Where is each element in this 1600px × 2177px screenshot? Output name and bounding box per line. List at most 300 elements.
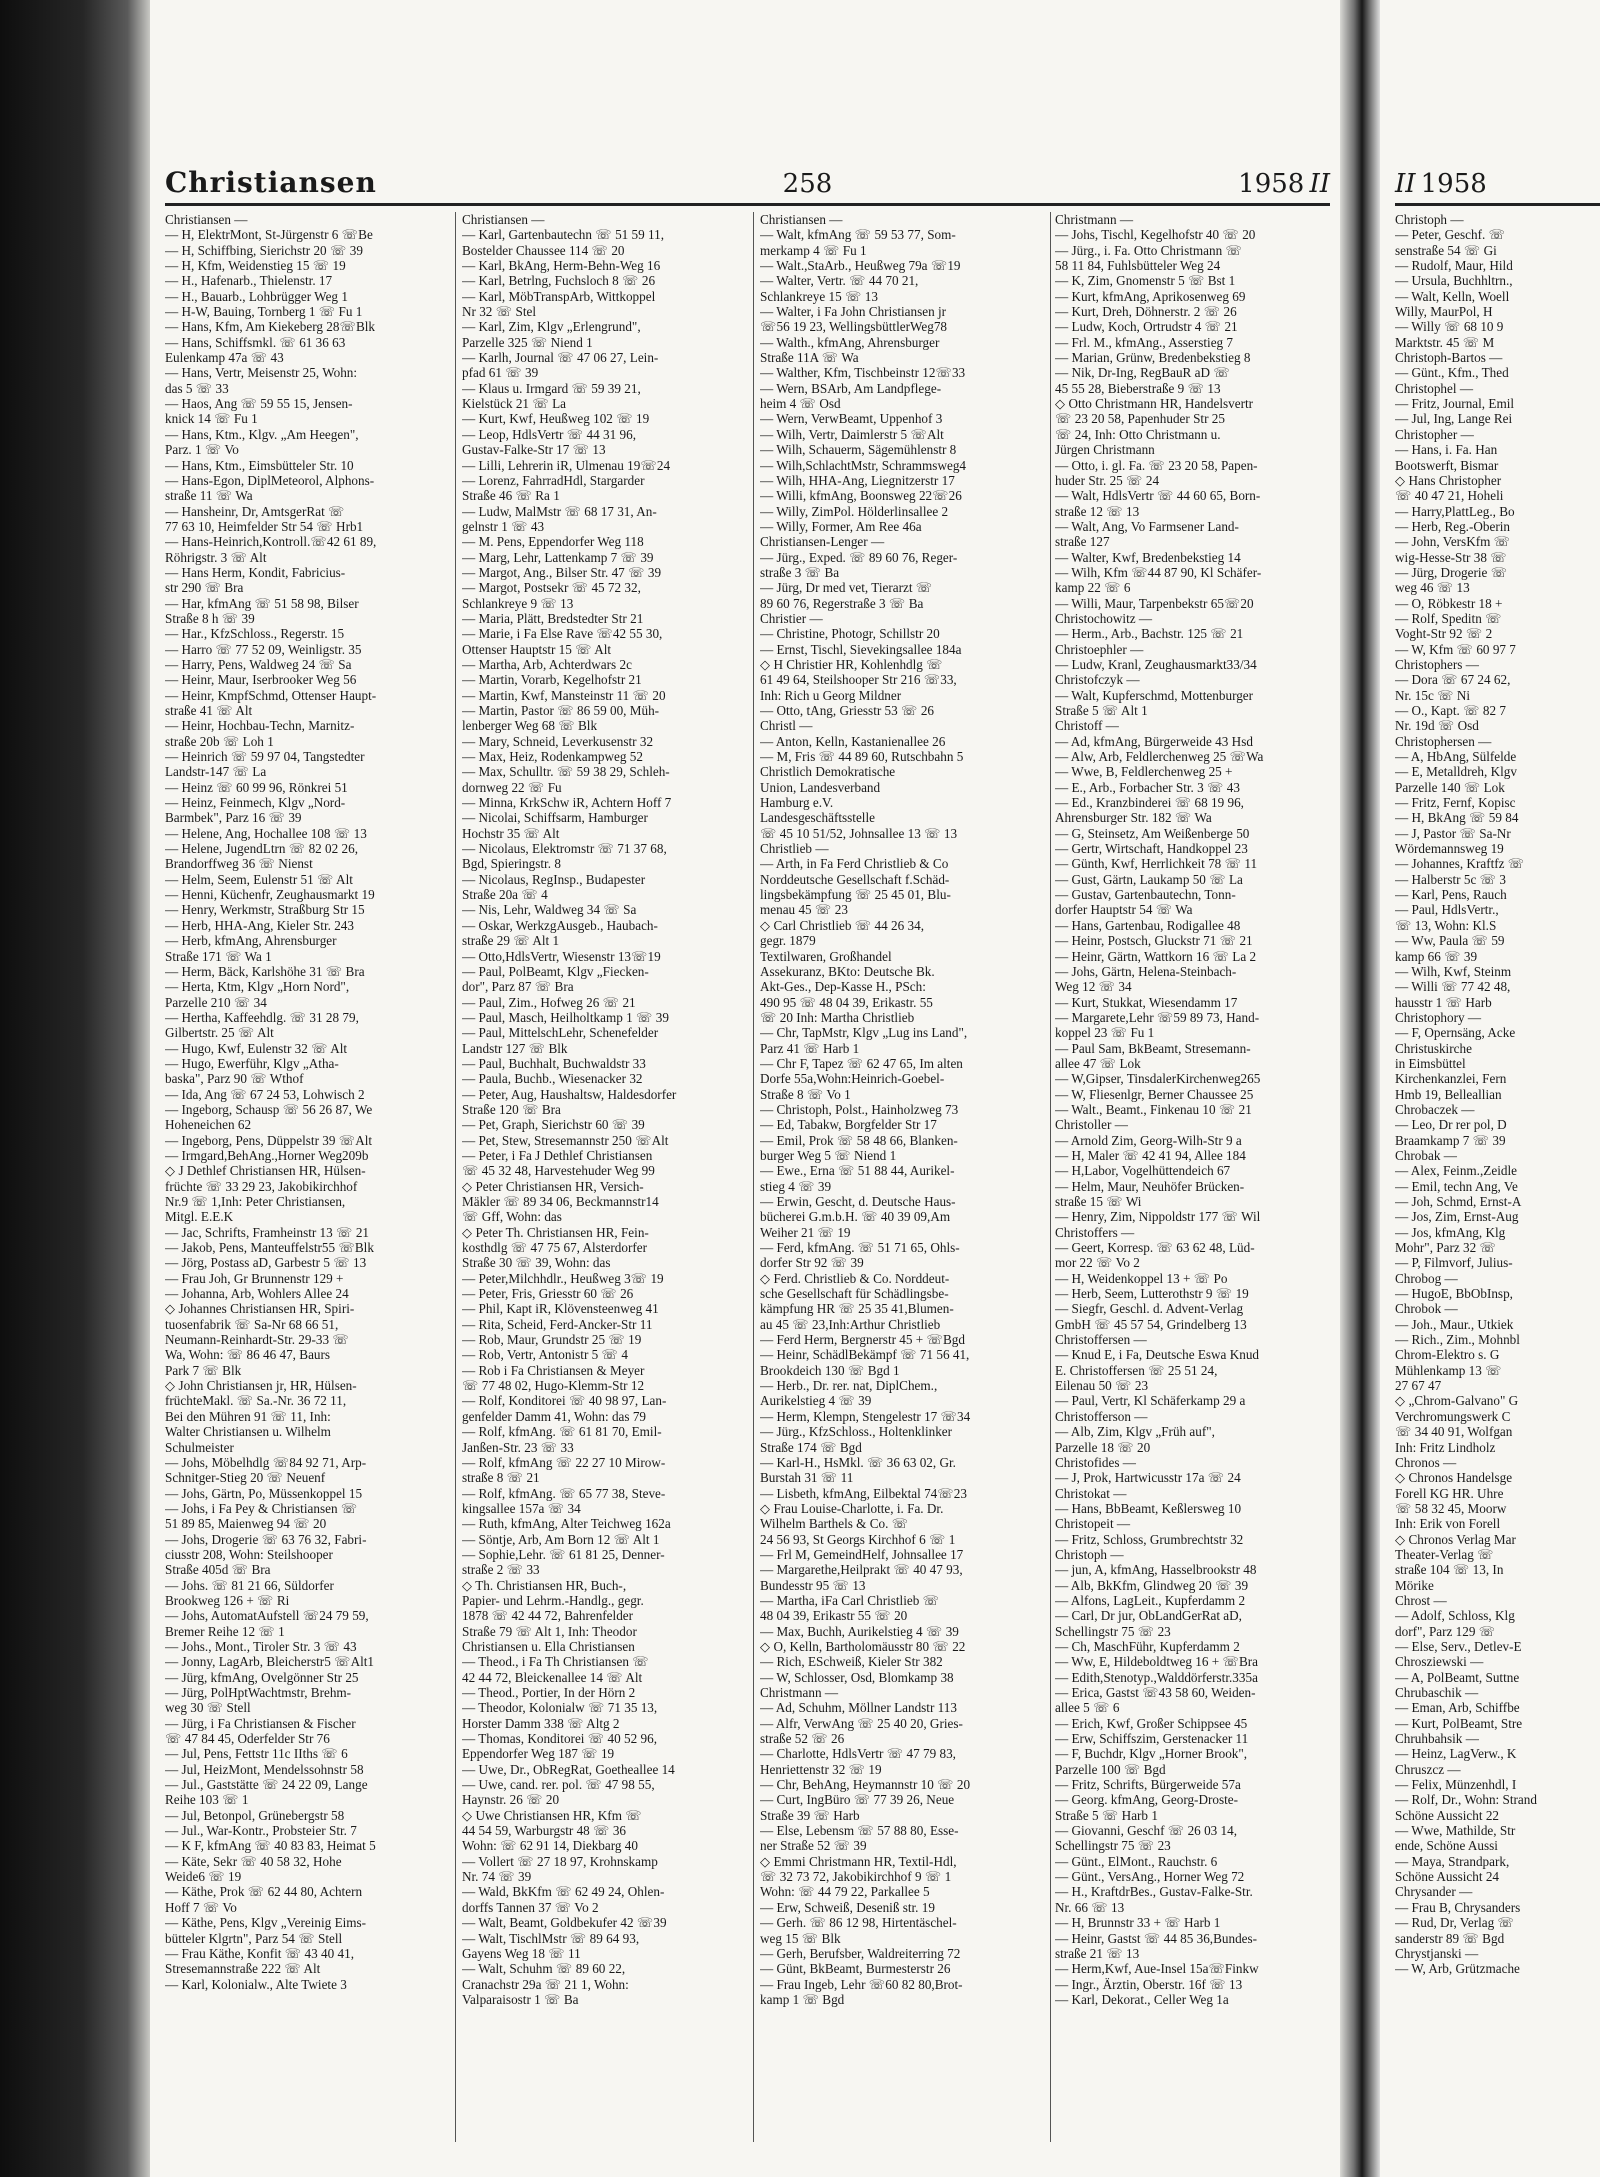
directory-line: — Rud, Dr, Verlag ☏ bbox=[1395, 1915, 1515, 1931]
book-binding-shadow bbox=[0, 0, 150, 2177]
edition-volume: II bbox=[1309, 169, 1330, 199]
directory-line: — Hans, Ktm., Eimsbütteler Str. 10 bbox=[165, 457, 354, 473]
directory-line: — Rob, Vertr, Antonistr 5 ☏ 4 bbox=[462, 1347, 628, 1363]
directory-line: Landstr-147 ☏ La bbox=[165, 764, 267, 780]
directory-line: ☏56 19 23, WellingsbüttlerWeg78 bbox=[760, 319, 948, 335]
directory-line: ☏ 32 73 72, Jakobikirchhof 9 ☏ 1 bbox=[760, 1869, 952, 1885]
directory-line: Nr. 15c ☏ Ni bbox=[1395, 687, 1471, 703]
directory-line: Christopeit — bbox=[1055, 1516, 1131, 1532]
directory-line: ◇ Chronos Verlag Mar bbox=[1395, 1531, 1516, 1547]
directory-line: — Herm, Klempn, Stengelestr 17 ☏34 bbox=[760, 1408, 971, 1424]
directory-line: — H, BkAng ☏ 59 84 bbox=[1395, 810, 1519, 826]
directory-line: — Johs. ☏ 81 21 66, Süldorfer bbox=[165, 1577, 334, 1593]
directory-line: — Giovanni, Geschf ☏ 26 03 14, bbox=[1055, 1823, 1238, 1839]
directory-line: — Johs., Mont., Tiroler Str. 3 ☏ 43 bbox=[165, 1638, 357, 1654]
directory-line: ☏ 23 20 58, Papenhuder Str 25 bbox=[1055, 411, 1225, 427]
directory-line: — Lilli, Lehrerin iR, Ulmenau 19☏24 bbox=[462, 457, 671, 473]
directory-line: ☏ 24, Inh: Otto Christmann u. bbox=[1055, 426, 1221, 442]
directory-line: Christofides — bbox=[1055, 1454, 1136, 1470]
directory-line: Dorfe 55a,Wohn:Heinrich-Goebel- bbox=[760, 1071, 945, 1087]
directory-line: — Martha, iFa Carl Christlieb ☏ bbox=[760, 1592, 940, 1608]
directory-line: — Ingeborg, Schausp ☏ 56 26 87, We bbox=[165, 1101, 373, 1117]
directory-line: — Walter, i Fa John Christiansen jr bbox=[760, 304, 947, 320]
directory-line: ◇ Johannes Christiansen HR, Spiri- bbox=[165, 1301, 355, 1317]
directory-line: Bostelder Chaussee 114 ☏ 20 bbox=[462, 242, 625, 258]
directory-line: — Gustav, Gartenbautechn, Tonn- bbox=[1055, 887, 1236, 903]
directory-line: dorffs Tannen 37 ☏ Vo 2 bbox=[462, 1899, 599, 1915]
directory-line: Straße 11A ☏ Wa bbox=[760, 350, 859, 366]
directory-line: — Gust, Gärtn, Laukamp 50 ☏ La bbox=[1055, 871, 1243, 887]
directory-line: ◇ Peter Th. Christiansen HR, Fein- bbox=[462, 1224, 649, 1240]
directory-line: — Pet, Stew, Stresemannstr 250 ☏Alt bbox=[462, 1132, 669, 1148]
directory-line: Schellingstr 75 ☏ 23 bbox=[1055, 1623, 1171, 1639]
directory-line: hausstr 1 ☏ Harb bbox=[1395, 994, 1492, 1010]
directory-line: — P, Filmvorf, Julius- bbox=[1395, 1255, 1513, 1271]
directory-line: Christoph — bbox=[1055, 1546, 1124, 1562]
directory-line: straße 104 ☏ 13, In bbox=[1395, 1562, 1504, 1578]
directory-line: — Theod., i Fa Th Christiansen ☏ bbox=[462, 1654, 649, 1670]
directory-line: Weiher 21 ☏ 19 bbox=[760, 1224, 851, 1240]
directory-line: — A, HbAng, Sülfelde bbox=[1395, 749, 1517, 765]
directory-line: Chrysander — bbox=[1395, 1884, 1473, 1900]
directory-line: Straße 79 ☏ Alt 1, Inh: Theodor bbox=[462, 1623, 637, 1639]
directory-line: — Johs, AutomatAufstell ☏24 79 59, bbox=[165, 1608, 369, 1624]
directory-line: — Sophie,Lehr. ☏ 61 81 25, Denner- bbox=[462, 1546, 665, 1562]
directory-line: — Maya, Strandpark, bbox=[1395, 1853, 1510, 1869]
directory-line: — Henni, Küchenfr, Zeughausmarkt 19 bbox=[165, 887, 375, 903]
directory-line: Nr 32 ☏ Stel bbox=[462, 304, 536, 320]
directory-line: Nr. 66 ☏ 13 bbox=[1055, 1899, 1125, 1915]
directory-line: — Harry,PlattLeg., Bo bbox=[1395, 503, 1515, 519]
directory-line: — Heinz ☏ 60 99 96, Rönkrei 51 bbox=[165, 779, 348, 795]
directory-line: — H,Labor, Vogelhüttendeich 67 bbox=[1055, 1163, 1231, 1179]
directory-line: Walter Christiansen u. Wilhelm bbox=[165, 1424, 331, 1440]
directory-line: früchteMakl. ☏ Sa.-Nr. 36 72 11, bbox=[165, 1393, 347, 1409]
directory-line: — Herta, Ktm, Klgv „Horn Nord", bbox=[165, 979, 350, 995]
next-edition-year: 1958 bbox=[1420, 169, 1487, 199]
directory-line: menau 45 ☏ 23 bbox=[760, 902, 848, 918]
directory-line: Landesgeschäftsstelle bbox=[760, 810, 875, 826]
directory-line: Bootswerft, Bismar bbox=[1395, 457, 1499, 473]
directory-line: — Otto,HdlsVertr, Wiesenstr 13☏19 bbox=[462, 948, 661, 964]
directory-line: straße 12 ☏ 13 bbox=[1055, 503, 1140, 519]
column-rule bbox=[455, 212, 456, 2142]
directory-line: — Heinz, LagVerw., K bbox=[1395, 1746, 1517, 1762]
directory-line: — Henry, Zim, Nippoldstr 177 ☏ Wil bbox=[1055, 1209, 1261, 1225]
directory-line: — A, PolBeamt, Suttne bbox=[1395, 1669, 1520, 1685]
directory-line: — Leop, HdlsVertr ☏ 44 31 96, bbox=[462, 426, 636, 442]
directory-line: Inh: Erik von Forell bbox=[1395, 1516, 1501, 1532]
directory-line: Bremer Reihe 12 ☏ 1 bbox=[165, 1623, 285, 1639]
directory-line: — Walt, Kelln, Woell bbox=[1395, 288, 1510, 304]
directory-line: — Johs, i Fa Pey & Christiansen ☏ bbox=[165, 1500, 358, 1516]
directory-line: — M. Pens, Eppendorfer Weg 118 bbox=[462, 534, 644, 550]
directory-line: kosthdlg ☏ 47 75 67, Alsterdorfer bbox=[462, 1240, 647, 1256]
directory-line: — Herm, Bäck, Karlshöhe 31 ☏ Bra bbox=[165, 963, 365, 979]
directory-line: — Edith,Stenotyp.,Walddörferstr.335a bbox=[1055, 1669, 1258, 1685]
directory-line: Akt-Ges., Dep-Kasse H., PSch: bbox=[760, 979, 926, 995]
column-rule bbox=[753, 212, 754, 2142]
directory-line: Schulmeister bbox=[165, 1439, 234, 1455]
directory-line: — Hans-Heinrich,Kontroll.☏42 61 89, bbox=[165, 534, 377, 550]
page-number: 258 bbox=[782, 169, 833, 199]
directory-line: — Karl, Pens, Rauch bbox=[1395, 887, 1507, 903]
directory-line: Henriettenstr 32 ☏ 19 bbox=[760, 1761, 882, 1777]
directory-line: Christuskirche bbox=[1395, 1040, 1472, 1056]
directory-line: — Marian, Grünw, Bredenbekstieg 8 bbox=[1055, 350, 1251, 366]
directory-line: Mörike bbox=[1395, 1577, 1434, 1593]
directory-line: — Jul, Ing, Lange Rei bbox=[1395, 411, 1513, 427]
edition-year: 1958 bbox=[1238, 169, 1305, 199]
directory-line: pfad 61 ☏ 39 bbox=[462, 365, 539, 381]
directory-line: allee 47 ☏ Lok bbox=[1055, 1055, 1141, 1071]
directory-line: — Eman, Arb, Schiffbe bbox=[1395, 1700, 1520, 1716]
directory-line: — Maria, Plätt, Bredstedter Str 21 bbox=[462, 610, 644, 626]
directory-line: — Alb, Zim, Klgv „Früh auf", bbox=[1055, 1424, 1215, 1440]
directory-column-2 bbox=[462, 212, 747, 2152]
directory-line: — Kurt, kfmAng, Aprikosenweg 69 bbox=[1055, 288, 1246, 304]
directory-line: Chrobok — bbox=[1395, 1301, 1458, 1317]
directory-line: Chronos — bbox=[1395, 1454, 1457, 1470]
directory-line: Union, Landesverband bbox=[760, 779, 881, 795]
directory-line: Gustav-Falke-Str 17 ☏ 13 bbox=[462, 442, 606, 458]
directory-line: — W,Gipser, TinsdalerKirchenweg265 bbox=[1055, 1071, 1261, 1087]
directory-line: — Paul, Buchhalt, Buchwaldstr 33 bbox=[462, 1055, 646, 1071]
directory-line: — Erw, Schiffszim, Gerstenacker 11 bbox=[1055, 1731, 1249, 1747]
directory-line: heim 4 ☏ Osd bbox=[760, 396, 841, 412]
directory-line: ◇ Emmi Christmann HR, Textil-Hdl, bbox=[760, 1853, 957, 1869]
directory-line: — Rolf, Konditorei ☏ 40 98 97, Lan- bbox=[462, 1393, 667, 1409]
directory-line: — Herb., Dr. rer. nat, DiplChem., bbox=[760, 1378, 938, 1394]
directory-line: koppel 23 ☏ Fu 1 bbox=[1055, 1025, 1155, 1041]
directory-line: — Vollert ☏ 27 18 97, Krohnskamp bbox=[462, 1853, 658, 1869]
directory-line: 48 04 39, Erikastr 55 ☏ 20 bbox=[760, 1608, 908, 1624]
directory-line: früchte ☏ 33 29 23, Jakobikirchhof bbox=[165, 1178, 358, 1194]
directory-line: — Alw, Arb, Feldlerchenweg 25 ☏Wa bbox=[1055, 749, 1264, 765]
directory-line: — Leo, Dr rer pol, D bbox=[1395, 1117, 1507, 1133]
directory-line: — Paul, PolBeamt, Klgv „Fiecken- bbox=[462, 963, 649, 979]
directory-line: Wohn: ☏ 44 79 22, Parkallee 5 bbox=[760, 1884, 930, 1900]
directory-line: — Har, kfmAng ☏ 51 58 98, Bilser bbox=[165, 595, 359, 611]
directory-line: — Hugo, Ewerführ, Klgv „Atha- bbox=[165, 1055, 339, 1071]
directory-line: — Herm., Arb., Bachstr. 125 ☏ 21 bbox=[1055, 626, 1244, 642]
directory-line: — Else, Serv., Detlev-E bbox=[1395, 1638, 1522, 1654]
directory-line: — Helm, Seem, Eulenstr 51 ☏ Alt bbox=[165, 871, 353, 887]
directory-line: — Hans, BbBeamt, Keßlersweg 10 bbox=[1055, 1500, 1242, 1516]
directory-line: — Ch, MaschFühr, Kupferdamm 2 bbox=[1055, 1638, 1240, 1654]
directory-line: — Walt., Beamt., Finkenau 10 ☏ 21 bbox=[1055, 1101, 1252, 1117]
directory-line: — Halberstr 5c ☏ 3 bbox=[1395, 871, 1506, 887]
next-edition-label bbox=[1395, 169, 1487, 199]
directory-line: — H, ElektrMont, St-Jürgenstr 6 ☏Be bbox=[165, 227, 373, 243]
directory-line: — Rita, Scheid, Ferd-Ancker-Str 11 bbox=[462, 1316, 653, 1332]
directory-line: Haynstr. 26 ☏ 20 bbox=[462, 1792, 560, 1808]
directory-line: — Ingr., Ärztin, Oberstr. 16f ☏ 13 bbox=[1055, 1976, 1243, 1992]
directory-line: lingsbekämpfung ☏ 25 45 01, Blu- bbox=[760, 887, 951, 903]
directory-line: Textilwaren, Großhandel bbox=[760, 948, 892, 964]
directory-line: — Günt., ElMont., Rauchstr. 6 bbox=[1055, 1853, 1218, 1869]
directory-line: — H, Weidenkoppel 13 + ☏ Po bbox=[1055, 1270, 1228, 1286]
directory-line: — Jos, Zim, Ernst-Aug bbox=[1395, 1209, 1519, 1225]
directory-line: kämpfung HR ☏ 25 35 41,Blumen- bbox=[760, 1301, 954, 1317]
directory-line: Straße 8 ☏ Vo 1 bbox=[760, 1086, 851, 1102]
directory-line: — H, Maler ☏ 42 41 94, Allee 184 bbox=[1055, 1147, 1246, 1163]
directory-line: Neumann-Reinhardt-Str. 29-33 ☏ bbox=[165, 1332, 349, 1348]
directory-line: au 45 ☏ 23,Inh:Arthur Christlieb bbox=[760, 1316, 941, 1332]
directory-line: Chrystjanski — bbox=[1395, 1945, 1479, 1961]
directory-line: — Ferd Herm, Bergnerstr 45 + ☏Bgd bbox=[760, 1332, 965, 1348]
directory-line: — Rich, ESchweiß, Kieler Str 382 bbox=[760, 1654, 943, 1670]
directory-line: Christoph — bbox=[1395, 212, 1464, 227]
directory-line: — Wilh, Kwf, Steinm bbox=[1395, 963, 1512, 979]
directory-line: — Walt, Kupferschmd, Mottenburger bbox=[1055, 687, 1254, 703]
directory-line: — Heinr, Hochbau-Techn, Marnitz- bbox=[165, 718, 355, 734]
directory-line: Stresemannstraße 222 ☏ Alt bbox=[165, 1961, 321, 1977]
directory-line: — Charlotte, HdlsVertr ☏ 47 79 83, bbox=[760, 1746, 956, 1762]
directory-line: Chrobak — bbox=[1395, 1147, 1457, 1163]
directory-line: Christophory — bbox=[1395, 1009, 1482, 1025]
directory-line: — Else, Lebensm ☏ 57 88 80, Esse- bbox=[760, 1823, 959, 1839]
directory-line: Inh: Fritz Lindholz bbox=[1395, 1439, 1496, 1455]
directory-line: — Rolf, Speditn ☏ bbox=[1395, 610, 1502, 626]
directory-line: Parzelle 18 ☏ 20 bbox=[1055, 1439, 1151, 1455]
directory-line: — Chr, TapMstr, Klgv „Lug ins Land", bbox=[760, 1025, 968, 1041]
directory-line: — Ad, kfmAng, Bürgerweide 43 Hsd bbox=[1055, 733, 1253, 749]
directory-line: straße 2 ☏ 33 bbox=[462, 1562, 540, 1578]
directory-line: — Wern, VerwBeamt, Uppenhof 3 bbox=[760, 411, 943, 427]
directory-line: — Walt, Ang, Vo Farmsener Land- bbox=[1055, 518, 1239, 534]
directory-line: — Jakob, Pens, Manteuffelstr55 ☏Blk bbox=[165, 1240, 374, 1256]
directory-line: — Hans, Kfm, Am Kiekeberg 28☏Blk bbox=[165, 319, 376, 335]
directory-line: — Rolf, Dr., Wohn: Strand bbox=[1395, 1792, 1537, 1808]
directory-line: — Heinr, Maur, Iserbrooker Weg 56 bbox=[165, 672, 357, 688]
directory-line: — Johs, Drogerie ☏ 63 76 32, Fabri- bbox=[165, 1531, 367, 1547]
directory-line: kamp 22 ☏ 6 bbox=[1055, 580, 1131, 596]
directory-line: — Ewe., Erna ☏ 51 88 44, Aurikel- bbox=[760, 1163, 955, 1179]
directory-line: — Herb, Reg.-Oberin bbox=[1395, 518, 1510, 534]
directory-line: — Dora ☏ 67 24 62, bbox=[1395, 672, 1511, 688]
directory-line: — Wilh, HHA-Ang, Liegnitzerstr 17 bbox=[760, 472, 955, 488]
directory-line: — J, Prok, Hartwicusstr 17a ☏ 24 bbox=[1055, 1470, 1241, 1486]
directory-line: — Thomas, Konditorei ☏ 40 52 96, bbox=[462, 1731, 657, 1747]
directory-line: — Fritz, Schrifts, Bürgerweide 57a bbox=[1055, 1777, 1241, 1793]
directory-line: ◇ Chronos Handelsge bbox=[1395, 1470, 1513, 1486]
directory-line: — Felix, Münzenhdl, I bbox=[1395, 1777, 1517, 1793]
directory-line: Gilbertstr. 25 ☏ Alt bbox=[165, 1025, 274, 1041]
directory-line: — W, Schlosser, Osd, Blomkamp 38 bbox=[760, 1669, 954, 1685]
directory-line: — Emil, techn Ang, Ve bbox=[1395, 1178, 1518, 1194]
directory-line: — Ferd, kfmAng. ☏ 51 71 65, Ohls- bbox=[760, 1240, 960, 1256]
directory-line: ◇ O, Kelln, Bartholomäusstr 80 ☏ 22 bbox=[760, 1638, 966, 1654]
directory-line: — Jul, HeizMont, Mendelssohnstr 58 bbox=[165, 1761, 364, 1777]
directory-line: — Erich, Kwf, Großer Schippsee 45 bbox=[1055, 1715, 1248, 1731]
directory-line: — Ed, Tabakw, Borgfelder Str 17 bbox=[760, 1117, 937, 1133]
directory-line: Marktstr. 45 ☏ M bbox=[1395, 334, 1495, 350]
directory-line: — Lorenz, FahrradHdl, Stargarder bbox=[462, 472, 645, 488]
directory-line: — Paul Sam, BkBeamt, Stresemann- bbox=[1055, 1040, 1251, 1056]
directory-line: Schöne Aussicht 24 bbox=[1395, 1869, 1500, 1885]
directory-line: Christochowitz — bbox=[1055, 610, 1153, 626]
directory-line: — Erwin, Gescht, d. Deutsche Haus- bbox=[760, 1194, 956, 1209]
directory-line: 24 56 93, St Georgs Kirchhof 6 ☏ 1 bbox=[760, 1531, 956, 1547]
directory-line: — Jürg, PolHptWachtmstr, Brehm- bbox=[165, 1685, 352, 1700]
directory-line: straße 41 ☏ Alt bbox=[165, 703, 253, 718]
directory-line: — Arth, in Fa Ferd Christlieb & Co bbox=[760, 856, 949, 872]
directory-line: — Käthe, Prok ☏ 62 44 80, Achtern bbox=[165, 1884, 363, 1900]
directory-line: — Jonny, LagArb, Bleicherstr5 ☏Alt1 bbox=[165, 1654, 375, 1670]
directory-line: — H., Bauarb., Lohbrügger Weg 1 bbox=[165, 288, 348, 304]
directory-line: — Paula, Buchb., Wiesenacker 32 bbox=[462, 1071, 643, 1087]
directory-line: in Eimsbüttel bbox=[1395, 1055, 1466, 1071]
directory-line: — Günt., Kfm., Thed bbox=[1395, 365, 1509, 381]
directory-line: — Fritz, Schloss, Grumbrechtstr 32 bbox=[1055, 1531, 1244, 1547]
directory-line: — H., Hafenarb., Thielenstr. 17 bbox=[165, 273, 333, 289]
directory-line: straße 127 bbox=[1055, 534, 1110, 550]
directory-line: — H, Schiffbing, Sierichstr 20 ☏ 39 bbox=[165, 242, 363, 258]
directory-line: 1878 ☏ 42 44 72, Bahrenfelder bbox=[462, 1608, 634, 1624]
page-title: Christiansen bbox=[165, 166, 377, 199]
directory-line: — Hans, i. Fa. Han bbox=[1395, 442, 1498, 458]
directory-column-4 bbox=[1055, 212, 1335, 2152]
directory-line: Jürgen Christmann bbox=[1055, 442, 1155, 458]
directory-line: — Wilh, Schauerm, Sägemühlenstr 8 bbox=[760, 442, 957, 458]
directory-line: Papier- und Lehrm.-Handlg., gegr. bbox=[462, 1592, 644, 1608]
directory-line: allee 5 ☏ 6 bbox=[1055, 1700, 1120, 1716]
directory-line: Forell KG HR. Uhre bbox=[1395, 1485, 1504, 1501]
directory-line: — Walt.,StaArb., Heußweg 79a ☏19 bbox=[760, 258, 961, 274]
directory-line: — Rolf, kfmAng ☏ 22 27 10 Mirow- bbox=[462, 1454, 666, 1470]
directory-column-5 bbox=[1395, 212, 1600, 2152]
directory-line: — Uwe, Dr., ObRegRat, Goetheallee 14 bbox=[462, 1761, 675, 1777]
directory-line: gelnstr 1 ☏ 43 bbox=[462, 518, 545, 534]
directory-line: — Fritz, Journal, Emil bbox=[1395, 396, 1515, 412]
directory-line: — Paul, MittelschLehr, Schenefelder bbox=[462, 1025, 659, 1041]
directory-line: — Jürg, Dr med vet, Tierarzt ☏ bbox=[760, 580, 933, 596]
directory-line: gegr. 1879 bbox=[760, 933, 816, 949]
directory-line: Christoff — bbox=[1055, 718, 1119, 734]
directory-line: Hmb 19, Belleallian bbox=[1395, 1086, 1502, 1102]
directory-line: ☏ 20 Inh: Martha Christlieb bbox=[760, 1009, 915, 1025]
directory-line: — Frl M, GemeindHelf, Johnsallee 17 bbox=[760, 1546, 964, 1562]
directory-line: — Ruth, kfmAng, Alter Teichweg 162a bbox=[462, 1516, 671, 1532]
directory-line: Straße 30 ☏ 39, Wohn: das bbox=[462, 1255, 611, 1271]
directory-line: — Jürg., i. Fa. Otto Christmann ☏ bbox=[1055, 242, 1242, 258]
directory-line: — Arnold Zim, Georg-Wilh-Str 9 a bbox=[1055, 1132, 1242, 1148]
directory-line: Christlieb — bbox=[760, 841, 829, 857]
directory-line: Christophersen — bbox=[1395, 733, 1492, 749]
directory-line: — Max, Buchh, Aurikelstieg 4 ☏ 39 bbox=[760, 1623, 959, 1639]
directory-line: — Otto, i. gl. Fa. ☏ 23 20 58, Papen- bbox=[1055, 457, 1258, 473]
directory-line: — Gerh. ☏ 86 12 98, Hirtentäschel- bbox=[760, 1915, 957, 1931]
directory-line: — Heinr, Postsch, Gluckstr 71 ☏ 21 bbox=[1055, 933, 1253, 949]
directory-line: — F, Buchdr, Klgv „Horner Brook", bbox=[1055, 1746, 1248, 1762]
directory-line: 490 95 ☏ 48 04 39, Erikastr. 55 bbox=[760, 994, 933, 1010]
directory-line: 45 55 28, Bieberstraße 9 ☏ 13 bbox=[1055, 380, 1221, 396]
directory-line: weg 15 ☏ Blk bbox=[760, 1930, 841, 1946]
directory-line: kamp 1 ☏ Bgd bbox=[760, 1991, 845, 2007]
directory-line: GmbH ☏ 45 57 54, Grindelberg 13 bbox=[1055, 1316, 1247, 1332]
directory-line: mor 22 ☏ Vo 2 bbox=[1055, 1255, 1140, 1271]
directory-line: — Hans-Egon, DiplMeteorol, Alphons- bbox=[165, 472, 375, 488]
directory-line: — Carl, Dr jur, ObLandGerRat aD, bbox=[1055, 1608, 1242, 1624]
directory-line: — Ed., Kranzbinderei ☏ 68 19 96, bbox=[1055, 795, 1244, 811]
directory-line: ◇ Frau Louise-Charlotte, i. Fa. Dr. bbox=[760, 1500, 944, 1516]
directory-line: Reihe 103 ☏ 1 bbox=[165, 1792, 249, 1808]
directory-line: — Johs, Tischl, Kegelhofstr 40 ☏ 20 bbox=[1055, 227, 1256, 243]
directory-line: — Johs, Gärtn, Helena-Steinbach- bbox=[1055, 963, 1237, 979]
directory-line: — Hansheinr, Dr, AmtsgerRat ☏ bbox=[165, 503, 345, 519]
directory-line: dor", Parz 87 ☏ Bra bbox=[462, 979, 574, 995]
directory-line: — K, Zim, Gnomenstr 5 ☏ Bst 1 bbox=[1055, 273, 1236, 289]
directory-line: Christoph-Bartos — bbox=[1395, 350, 1503, 366]
directory-line: — Phil, Kapt iR, Klövensteenweg 41 bbox=[462, 1301, 659, 1317]
directory-line: — Günth, Kwf, Herrlichkeit 78 ☏ 11 bbox=[1055, 856, 1258, 872]
directory-line: ciusstr 208, Wohn: Steilshooper bbox=[165, 1546, 333, 1562]
directory-line: — Pet, Graph, Sierichstr 60 ☏ 39 bbox=[462, 1117, 645, 1133]
directory-line: — Walter, Vertr. ☏ 44 70 21, bbox=[760, 273, 919, 289]
directory-line: Parzelle 100 ☏ Bgd bbox=[1055, 1761, 1166, 1777]
directory-line: — Margarethe,Heilprakt ☏ 40 47 93, bbox=[760, 1562, 963, 1578]
directory-line: — Walt, TischlMstr ☏ 89 64 93, bbox=[462, 1930, 640, 1946]
directory-line: — Heinrich ☏ 59 97 04, Tangstedter bbox=[165, 749, 365, 765]
directory-line: Schnitger-Stieg 20 ☏ Neuenf bbox=[165, 1470, 326, 1486]
directory-line: — Herb, Seem, Lutterothstr 9 ☏ 19 bbox=[1055, 1286, 1249, 1302]
directory-line: — Alfr, VerwAng ☏ 25 40 20, Gries- bbox=[760, 1715, 963, 1731]
directory-line: — Walt, Schuhm ☏ 89 60 22, bbox=[462, 1961, 626, 1977]
directory-line: stieg 4 ☏ 39 bbox=[760, 1178, 832, 1194]
directory-line: Brookdeich 130 ☏ Bgd 1 bbox=[760, 1362, 900, 1378]
directory-line: — Karl-H., HsMkl. ☏ 36 63 02, Gr. bbox=[760, 1454, 956, 1470]
directory-line: — G, Steinsetz, Am Weißenberge 50 bbox=[1055, 825, 1250, 841]
directory-line: — Ingeborg, Pens, Düppelstr 39 ☏Alt bbox=[165, 1132, 373, 1148]
directory-line: straße 52 ☏ 26 bbox=[760, 1731, 845, 1747]
directory-line: Christoffersen — bbox=[1055, 1332, 1147, 1348]
directory-line: — Helene, Ang, Hochallee 108 ☏ 13 bbox=[165, 825, 367, 841]
directory-line: ◇ Hans Christopher bbox=[1395, 472, 1502, 488]
directory-line: Kirchenkanzlei, Fern bbox=[1395, 1071, 1507, 1087]
directory-line: — Erica, Gastst ☏43 58 60, Weiden- bbox=[1055, 1685, 1256, 1700]
directory-line: — Walther, Kfm, Tischbeinstr 12☏33 bbox=[760, 365, 966, 381]
directory-line: Chrost — bbox=[1395, 1592, 1447, 1608]
directory-line: Bei den Mühren 91 ☏ 11, Inh: bbox=[165, 1408, 331, 1424]
directory-line: — Nicolaus, Elektromstr ☏ 71 37 68, bbox=[462, 841, 667, 857]
directory-line: das 5 ☏ 33 bbox=[165, 380, 229, 396]
directory-line: — Walt, Beamt, Goldbekufer 42 ☏39 bbox=[462, 1915, 667, 1931]
directory-line: — Günt, BkBeamt, Burmesterstr 26 bbox=[760, 1961, 951, 1977]
directory-line: — Anton, Kelln, Kastanienallee 26 bbox=[760, 733, 946, 749]
directory-line: merkamp 4 ☏ Fu 1 bbox=[760, 242, 867, 258]
directory-line: straße 20b ☏ Loh 1 bbox=[165, 733, 274, 749]
directory-line: Christophel — bbox=[1395, 380, 1474, 396]
directory-line: — Herm,Kwf, Aue-Insel 15a☏Finkw bbox=[1055, 1961, 1259, 1977]
directory-line: Wördemannsweg 19 bbox=[1395, 841, 1504, 857]
directory-line: — Rob i Fa Christiansen & Meyer bbox=[462, 1362, 645, 1378]
directory-line: ☏ Gff, Wohn: das bbox=[462, 1209, 562, 1225]
directory-line: — Marie, i Fa Else Rave ☏42 55 30, bbox=[462, 626, 663, 642]
directory-line: Park 7 ☏ Blk bbox=[165, 1362, 242, 1378]
directory-line: — E., Arb., Forbacher Str. 3 ☏ 43 bbox=[1055, 779, 1240, 795]
directory-line: 89 60 76, Regerstraße 3 ☏ Ba bbox=[760, 595, 924, 611]
directory-line: ☏ 45 10 51/52, Johnsallee 13 ☏ 13 bbox=[760, 825, 958, 841]
directory-line: ◇ Carl Christlieb ☏ 44 26 34, bbox=[760, 917, 924, 933]
directory-line: — Gertr, Wirtschaft, Handkoppel 23 bbox=[1055, 841, 1248, 857]
directory-line: Wilhelm Barthels & Co. ☏ bbox=[760, 1516, 909, 1532]
directory-line: Chrobaczek — bbox=[1395, 1101, 1475, 1117]
directory-line: — Peter, Geschf. ☏ bbox=[1395, 227, 1506, 243]
directory-line: — Jul, Betonpol, Grünebergstr 58 bbox=[165, 1807, 345, 1823]
directory-line: — Erw, Schweiß, Deseniß str. 19 bbox=[760, 1899, 935, 1915]
directory-line: Mühlenkamp 13 ☏ bbox=[1395, 1362, 1502, 1378]
